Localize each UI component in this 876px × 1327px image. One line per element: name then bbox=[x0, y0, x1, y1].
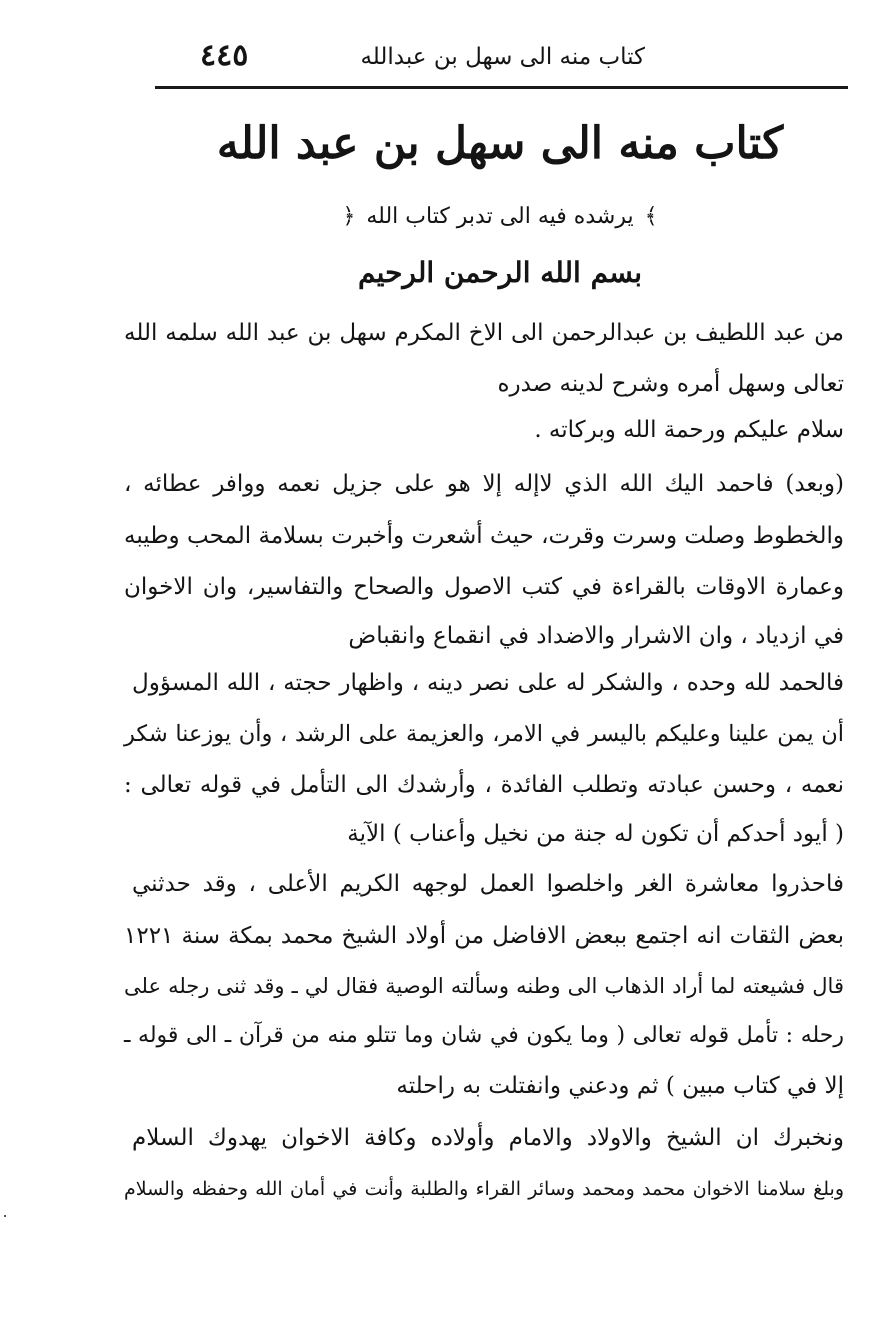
subtitle-text: يرشده فيه الى تدبر كتاب الله bbox=[366, 204, 634, 229]
chapter-title: كتاب منه الى سهل بن عبد الله bbox=[216, 118, 784, 169]
ornamental-bracket-open: ﴾ bbox=[644, 204, 658, 229]
text-line: ( أيود أحدكم أن تكون له جنة من نخيل وأعناب ) الآية bbox=[347, 821, 844, 847]
chapter-subtitle bbox=[150, 204, 850, 229]
text-line: بعض الثقات انه اجتمع ببعض الافاضل من أولاد الشيخ محمد بمكة سنة ١٢٢١ bbox=[124, 923, 844, 949]
running-title: كتاب منه الى سهل بن عبدالله bbox=[360, 44, 645, 70]
running-header bbox=[160, 38, 840, 88]
ornamental-bracket-close: ﴿ bbox=[342, 204, 356, 229]
text-line: (وبعد) فاحمد اليك الله الذي لاإله إلا هو على جزيل نعمه ووافر عطائه ، bbox=[124, 471, 844, 497]
text-line: من عبد اللطيف بن عبدالرحمن الى الاخ المكرم سهل بن عبد الله سلمه الله bbox=[124, 320, 844, 346]
text-line: وبلغ سلامنا الاخوان محمد ومحمد وسائر القراء والطلبة وأنت في أمان الله وحفظه والسلام bbox=[124, 1178, 844, 1200]
text-line: سلام عليكم ورحمة الله وبركاته . bbox=[534, 417, 844, 443]
margin-mark bbox=[4, 1215, 6, 1217]
text-line: ونخبرك ان الشيخ والاولاد والامام وأولاده وكافة الاخوان يهدوك السلام bbox=[132, 1125, 844, 1151]
text-line: قال فشيعته لما أراد الذهاب الى وطنه وسألته الوصية فقال لي ـ وقد ثنى رجله على bbox=[124, 974, 844, 998]
text-line: وعمارة الاوقات بالقراءة في كتب الاصول والصحاح والتفاسير، وان الاخوان bbox=[124, 574, 844, 600]
text-line: فالحمد لله وحده ، والشكر له على نصر دينه ، واظهار حجته ، الله المسؤول bbox=[132, 670, 844, 696]
text-line: تعالى وسهل أمره وشرح لدينه صدره bbox=[497, 371, 844, 397]
page-number: ٤٤٥ bbox=[200, 38, 249, 73]
header-rule bbox=[155, 86, 848, 89]
text-line: إلا في كتاب مبين ) ثم ودعني وانفتلت به راحلته bbox=[396, 1073, 844, 1099]
text-line: أن يمن علينا وعليكم باليسر في الامر، والعزيمة على الرشد ، وأن يوزعنا شكر bbox=[124, 721, 844, 747]
text-line: فاحذروا معاشرة الغر واخلصوا العمل لوجهه الكريم الأعلى ، وقد حدثني bbox=[132, 871, 844, 897]
text-line: في ازدياد ، وان الاشرار والاضداد في انقماع وانقباض bbox=[348, 623, 844, 649]
text-line: رحله : تأمل قوله تعالى ( وما يكون في شان وما تتلو منه من قرآن ـ الى قوله ـ bbox=[124, 1023, 844, 1048]
text-line: والخطوط وصلت وسرت وقرت، حيث أشعرت وأخبرت بسلامة المحب وطيبه bbox=[124, 523, 844, 549]
text-line: نعمه ، وحسن عبادته وتطلب الفائدة ، وأرشدك الى التأمل في قوله تعالى : bbox=[124, 772, 844, 798]
basmala: بسم الله الرحمن الرحيم bbox=[358, 256, 642, 289]
